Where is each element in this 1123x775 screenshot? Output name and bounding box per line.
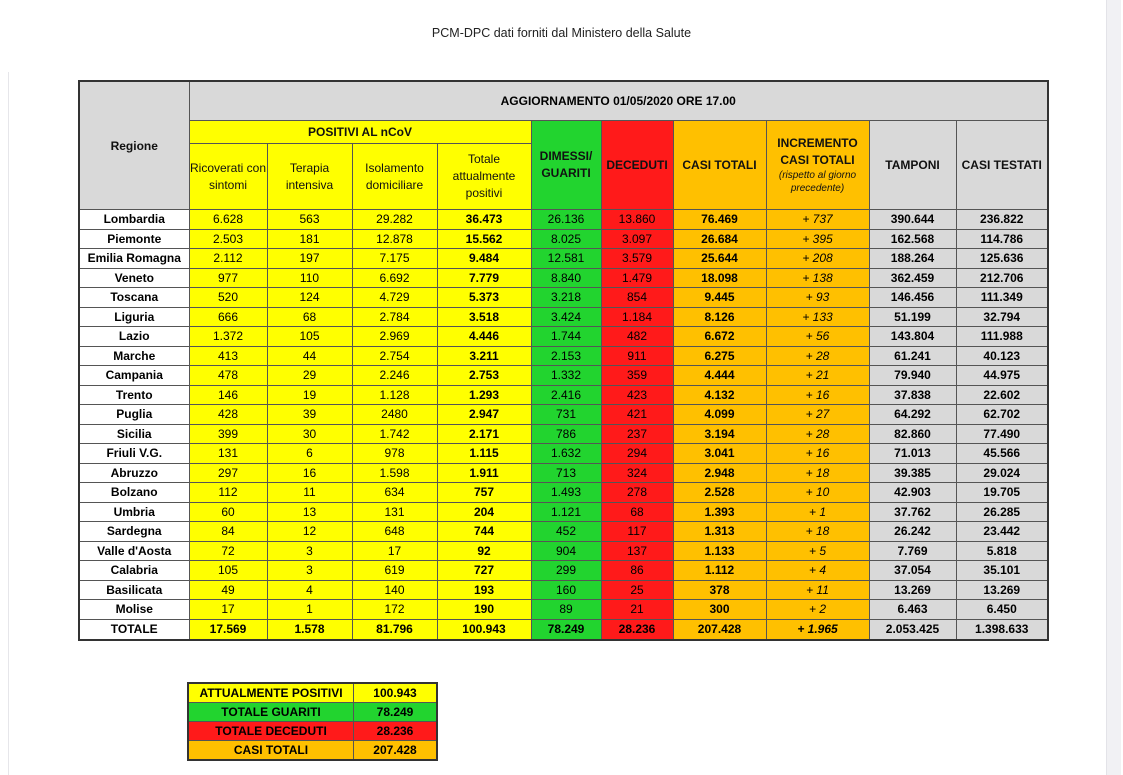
cell-terapia: 39 bbox=[267, 405, 352, 425]
cell-deceduti: 21 bbox=[601, 600, 673, 620]
cell-casi-totali: 9.445 bbox=[673, 288, 766, 308]
cell-ricoverati: 131 bbox=[189, 444, 267, 464]
summary-value: 28.236 bbox=[354, 722, 438, 741]
cell-isolamento: 172 bbox=[352, 600, 437, 620]
cell-tamponi: 82.860 bbox=[869, 424, 956, 444]
summary-label: ATTUALMENTE POSITIVI bbox=[188, 683, 354, 703]
cell-ricoverati: 84 bbox=[189, 522, 267, 542]
cell-deceduti: 359 bbox=[601, 366, 673, 386]
cell-dimessi: 3.218 bbox=[531, 288, 601, 308]
cell-deceduti: 482 bbox=[601, 327, 673, 347]
cell-regione: Bolzano bbox=[79, 483, 189, 503]
cell-regione: Calabria bbox=[79, 561, 189, 581]
cell-casi-testati: 5.818 bbox=[956, 541, 1048, 561]
cell-dimessi: 731 bbox=[531, 405, 601, 425]
cell-dimessi: 452 bbox=[531, 522, 601, 542]
cell-tamponi: 26.242 bbox=[869, 522, 956, 542]
cell-casi-testati: 23.442 bbox=[956, 522, 1048, 542]
cell-totale-positivi: 9.484 bbox=[437, 249, 531, 269]
cell-isolamento: 2.246 bbox=[352, 366, 437, 386]
cell-casi-totali: 6.672 bbox=[673, 327, 766, 347]
table-row bbox=[79, 483, 1048, 503]
cell-isolamento: 6.692 bbox=[352, 268, 437, 288]
cell-deceduti: 137 bbox=[601, 541, 673, 561]
cell-regione: Abruzzo bbox=[79, 463, 189, 483]
cell-totale-positivi: 15.562 bbox=[437, 229, 531, 249]
summary-value: 207.428 bbox=[354, 741, 438, 761]
cell-ricoverati: 520 bbox=[189, 288, 267, 308]
cell-terapia: 197 bbox=[267, 249, 352, 269]
cell-terapia: 12 bbox=[267, 522, 352, 542]
cell-isolamento: 2480 bbox=[352, 405, 437, 425]
cell-casi-totali: 2.528 bbox=[673, 483, 766, 503]
cell-totale-positivi: 190 bbox=[437, 600, 531, 620]
cell-dimessi: 786 bbox=[531, 424, 601, 444]
cell-totale-positivi: 727 bbox=[437, 561, 531, 581]
cell-deceduti: 278 bbox=[601, 483, 673, 503]
cell-ricoverati: 17 bbox=[189, 600, 267, 620]
cell-totale-positivi: 4.446 bbox=[437, 327, 531, 347]
header-casi-testati: CASI TESTATI bbox=[956, 121, 1048, 210]
header-ricoverati: Ricoverati con sintomi bbox=[189, 144, 267, 210]
cell-tamponi: 362.459 bbox=[869, 268, 956, 288]
cell-dimessi: 8.025 bbox=[531, 229, 601, 249]
cell-totale-positivi: 2.753 bbox=[437, 366, 531, 386]
cell-casi-testati: 29.024 bbox=[956, 463, 1048, 483]
table-row bbox=[79, 541, 1048, 561]
cell-deceduti: 421 bbox=[601, 405, 673, 425]
cell-tamponi: 188.264 bbox=[869, 249, 956, 269]
cell-ricoverati: 60 bbox=[189, 502, 267, 522]
cell-regione: Lombardia bbox=[79, 210, 189, 230]
cell-casi-totali: 25.644 bbox=[673, 249, 766, 269]
cell-casi-testati: 26.285 bbox=[956, 502, 1048, 522]
table-title: AGGIORNAMENTO 01/05/2020 ORE 17.00 bbox=[189, 81, 1048, 121]
header-incremento bbox=[766, 121, 869, 210]
cell-ricoverati: 478 bbox=[189, 366, 267, 386]
cell-deceduti: 911 bbox=[601, 346, 673, 366]
cell-regione: Friuli V.G. bbox=[79, 444, 189, 464]
header-deceduti: DECEDUTI bbox=[601, 121, 673, 210]
cell-casi-testati: 13.269 bbox=[956, 580, 1048, 600]
table-row bbox=[79, 600, 1048, 620]
total-terapia: 1.578 bbox=[267, 619, 352, 640]
table-row bbox=[79, 405, 1048, 425]
cell-regione: Sicilia bbox=[79, 424, 189, 444]
header-totale-positivi: Totale attualmente positivi bbox=[437, 144, 531, 210]
cell-dimessi: 1.744 bbox=[531, 327, 601, 347]
cell-ricoverati: 49 bbox=[189, 580, 267, 600]
cell-incremento: + 21 bbox=[766, 366, 869, 386]
cell-tamponi: 37.762 bbox=[869, 502, 956, 522]
summary-table bbox=[187, 682, 438, 761]
total-regione: TOTALE bbox=[79, 619, 189, 640]
cell-casi-totali: 1.393 bbox=[673, 502, 766, 522]
cell-deceduti: 1.479 bbox=[601, 268, 673, 288]
cell-isolamento: 29.282 bbox=[352, 210, 437, 230]
cell-casi-totali: 4.444 bbox=[673, 366, 766, 386]
cell-casi-testati: 44.975 bbox=[956, 366, 1048, 386]
cell-isolamento: 4.729 bbox=[352, 288, 437, 308]
header-casi-totali: CASI TOTALI bbox=[673, 121, 766, 210]
cell-deceduti: 237 bbox=[601, 424, 673, 444]
cell-incremento: + 18 bbox=[766, 463, 869, 483]
cell-isolamento: 12.878 bbox=[352, 229, 437, 249]
cell-tamponi: 61.241 bbox=[869, 346, 956, 366]
cell-casi-totali: 76.469 bbox=[673, 210, 766, 230]
table-body bbox=[79, 210, 1048, 640]
cell-dimessi: 160 bbox=[531, 580, 601, 600]
cell-isolamento: 1.598 bbox=[352, 463, 437, 483]
cell-deceduti: 423 bbox=[601, 385, 673, 405]
cell-totale-positivi: 3.518 bbox=[437, 307, 531, 327]
cell-tamponi: 39.385 bbox=[869, 463, 956, 483]
cell-deceduti: 3.579 bbox=[601, 249, 673, 269]
cell-ricoverati: 297 bbox=[189, 463, 267, 483]
covid-data-table bbox=[78, 80, 1049, 641]
cell-tamponi: 146.456 bbox=[869, 288, 956, 308]
table-row bbox=[79, 249, 1048, 269]
cell-deceduti: 25 bbox=[601, 580, 673, 600]
cell-deceduti: 854 bbox=[601, 288, 673, 308]
cell-incremento: + 28 bbox=[766, 346, 869, 366]
cell-dimessi: 2.153 bbox=[531, 346, 601, 366]
cell-terapia: 6 bbox=[267, 444, 352, 464]
cell-casi-totali: 1.133 bbox=[673, 541, 766, 561]
cell-casi-testati: 77.490 bbox=[956, 424, 1048, 444]
cell-tamponi: 13.269 bbox=[869, 580, 956, 600]
table-row bbox=[79, 424, 1048, 444]
cell-terapia: 110 bbox=[267, 268, 352, 288]
cell-isolamento: 619 bbox=[352, 561, 437, 581]
cell-incremento: + 16 bbox=[766, 385, 869, 405]
cell-regione: Molise bbox=[79, 600, 189, 620]
header-terapia: Terapia intensiva bbox=[267, 144, 352, 210]
cell-ricoverati: 105 bbox=[189, 561, 267, 581]
table-row bbox=[79, 327, 1048, 347]
cell-casi-testati: 125.636 bbox=[956, 249, 1048, 269]
cell-incremento: + 56 bbox=[766, 327, 869, 347]
cell-casi-totali: 8.126 bbox=[673, 307, 766, 327]
cell-isolamento: 648 bbox=[352, 522, 437, 542]
cell-totale-positivi: 1.911 bbox=[437, 463, 531, 483]
cell-casi-totali: 378 bbox=[673, 580, 766, 600]
cell-isolamento: 131 bbox=[352, 502, 437, 522]
table-row bbox=[79, 463, 1048, 483]
cell-incremento: + 4 bbox=[766, 561, 869, 581]
cell-terapia: 30 bbox=[267, 424, 352, 444]
cell-ricoverati: 977 bbox=[189, 268, 267, 288]
cell-totale-positivi: 3.211 bbox=[437, 346, 531, 366]
header-regione: Regione bbox=[79, 81, 189, 210]
cell-terapia: 105 bbox=[267, 327, 352, 347]
total-deceduti: 28.236 bbox=[601, 619, 673, 640]
cell-terapia: 1 bbox=[267, 600, 352, 620]
table-row bbox=[79, 229, 1048, 249]
cell-isolamento: 7.175 bbox=[352, 249, 437, 269]
header-incremento-note: (rispetto al giorno precedente) bbox=[778, 170, 857, 194]
table-row bbox=[79, 366, 1048, 386]
cell-isolamento: 2.969 bbox=[352, 327, 437, 347]
cell-regione: Puglia bbox=[79, 405, 189, 425]
cell-isolamento: 634 bbox=[352, 483, 437, 503]
cell-regione: Veneto bbox=[79, 268, 189, 288]
cell-deceduti: 294 bbox=[601, 444, 673, 464]
total-totale-positivi: 100.943 bbox=[437, 619, 531, 640]
summary-label: TOTALE GUARITI bbox=[188, 703, 354, 722]
cell-ricoverati: 666 bbox=[189, 307, 267, 327]
cell-incremento: + 395 bbox=[766, 229, 869, 249]
cell-casi-testati: 40.123 bbox=[956, 346, 1048, 366]
cell-dimessi: 8.840 bbox=[531, 268, 601, 288]
cell-ricoverati: 399 bbox=[189, 424, 267, 444]
cell-casi-testati: 111.988 bbox=[956, 327, 1048, 347]
cell-dimessi: 1.332 bbox=[531, 366, 601, 386]
summary-row bbox=[188, 703, 437, 722]
summary-row bbox=[188, 722, 437, 741]
cell-casi-testati: 35.101 bbox=[956, 561, 1048, 581]
cell-regione: Campania bbox=[79, 366, 189, 386]
cell-casi-totali: 1.112 bbox=[673, 561, 766, 581]
cell-incremento: + 133 bbox=[766, 307, 869, 327]
cell-terapia: 13 bbox=[267, 502, 352, 522]
cell-casi-totali: 300 bbox=[673, 600, 766, 620]
header-positivi-group: POSITIVI AL nCoV bbox=[189, 121, 531, 144]
cell-incremento: + 737 bbox=[766, 210, 869, 230]
table-row bbox=[79, 444, 1048, 464]
cell-regione: Basilicata bbox=[79, 580, 189, 600]
cell-tamponi: 42.903 bbox=[869, 483, 956, 503]
header-tamponi: TAMPONI bbox=[869, 121, 956, 210]
cell-deceduti: 86 bbox=[601, 561, 673, 581]
cell-deceduti: 68 bbox=[601, 502, 673, 522]
cell-deceduti: 117 bbox=[601, 522, 673, 542]
summary-label: CASI TOTALI bbox=[188, 741, 354, 761]
cell-totale-positivi: 5.373 bbox=[437, 288, 531, 308]
cell-casi-totali: 3.194 bbox=[673, 424, 766, 444]
table-row bbox=[79, 385, 1048, 405]
table-row bbox=[79, 522, 1048, 542]
cell-casi-totali: 18.098 bbox=[673, 268, 766, 288]
cell-isolamento: 17 bbox=[352, 541, 437, 561]
cell-totale-positivi: 2.171 bbox=[437, 424, 531, 444]
cell-incremento: + 27 bbox=[766, 405, 869, 425]
cell-dimessi: 3.424 bbox=[531, 307, 601, 327]
cell-regione: Toscana bbox=[79, 288, 189, 308]
cell-deceduti: 13.860 bbox=[601, 210, 673, 230]
cell-terapia: 11 bbox=[267, 483, 352, 503]
page-title: PCM-DPC dati forniti dal Ministero della Salute bbox=[431, 26, 692, 40]
total-row bbox=[79, 619, 1048, 640]
page-edge-right bbox=[1106, 0, 1121, 775]
page-edge-left bbox=[8, 72, 9, 775]
cell-incremento: + 28 bbox=[766, 424, 869, 444]
table-row bbox=[79, 561, 1048, 581]
cell-tamponi: 37.054 bbox=[869, 561, 956, 581]
cell-dimessi: 1.632 bbox=[531, 444, 601, 464]
table-row bbox=[79, 502, 1048, 522]
cell-regione: Valle d'Aosta bbox=[79, 541, 189, 561]
summary-value: 100.943 bbox=[354, 683, 438, 703]
cell-regione: Liguria bbox=[79, 307, 189, 327]
cell-totale-positivi: 2.947 bbox=[437, 405, 531, 425]
cell-ricoverati: 6.628 bbox=[189, 210, 267, 230]
cell-casi-totali: 2.948 bbox=[673, 463, 766, 483]
total-incremento: + 1.965 bbox=[766, 619, 869, 640]
cell-dimessi: 1.121 bbox=[531, 502, 601, 522]
cell-terapia: 19 bbox=[267, 385, 352, 405]
table-row bbox=[79, 346, 1048, 366]
cell-incremento: + 2 bbox=[766, 600, 869, 620]
cell-tamponi: 143.804 bbox=[869, 327, 956, 347]
total-casi-testati: 1.398.633 bbox=[956, 619, 1048, 640]
cell-regione: Umbria bbox=[79, 502, 189, 522]
cell-casi-totali: 26.684 bbox=[673, 229, 766, 249]
cell-totale-positivi: 204 bbox=[437, 502, 531, 522]
cell-totale-positivi: 757 bbox=[437, 483, 531, 503]
cell-terapia: 4 bbox=[267, 580, 352, 600]
summary-label: TOTALE DECEDUTI bbox=[188, 722, 354, 741]
cell-casi-totali: 4.132 bbox=[673, 385, 766, 405]
cell-regione: Trento bbox=[79, 385, 189, 405]
cell-casi-testati: 111.349 bbox=[956, 288, 1048, 308]
cell-terapia: 44 bbox=[267, 346, 352, 366]
cell-ricoverati: 146 bbox=[189, 385, 267, 405]
cell-incremento: + 138 bbox=[766, 268, 869, 288]
cell-ricoverati: 428 bbox=[189, 405, 267, 425]
cell-terapia: 3 bbox=[267, 541, 352, 561]
cell-dimessi: 12.581 bbox=[531, 249, 601, 269]
cell-deceduti: 1.184 bbox=[601, 307, 673, 327]
cell-totale-positivi: 193 bbox=[437, 580, 531, 600]
cell-terapia: 68 bbox=[267, 307, 352, 327]
header-incremento-label: INCREMENTO CASI TOTALI bbox=[777, 136, 858, 167]
cell-incremento: + 10 bbox=[766, 483, 869, 503]
cell-ricoverati: 2.503 bbox=[189, 229, 267, 249]
table-row bbox=[79, 210, 1048, 230]
cell-casi-testati: 19.705 bbox=[956, 483, 1048, 503]
cell-deceduti: 3.097 bbox=[601, 229, 673, 249]
cell-casi-totali: 3.041 bbox=[673, 444, 766, 464]
cell-ricoverati: 413 bbox=[189, 346, 267, 366]
cell-incremento: + 16 bbox=[766, 444, 869, 464]
cell-incremento: + 5 bbox=[766, 541, 869, 561]
cell-totale-positivi: 7.779 bbox=[437, 268, 531, 288]
cell-ricoverati: 112 bbox=[189, 483, 267, 503]
cell-terapia: 29 bbox=[267, 366, 352, 386]
cell-tamponi: 51.199 bbox=[869, 307, 956, 327]
cell-casi-testati: 22.602 bbox=[956, 385, 1048, 405]
cell-tamponi: 162.568 bbox=[869, 229, 956, 249]
cell-regione: Sardegna bbox=[79, 522, 189, 542]
cell-dimessi: 904 bbox=[531, 541, 601, 561]
cell-ricoverati: 72 bbox=[189, 541, 267, 561]
cell-casi-totali: 1.313 bbox=[673, 522, 766, 542]
cell-casi-totali: 4.099 bbox=[673, 405, 766, 425]
cell-dimessi: 1.493 bbox=[531, 483, 601, 503]
total-dimessi: 78.249 bbox=[531, 619, 601, 640]
cell-incremento: + 208 bbox=[766, 249, 869, 269]
cell-isolamento: 1.128 bbox=[352, 385, 437, 405]
cell-tamponi: 6.463 bbox=[869, 600, 956, 620]
cell-regione: Lazio bbox=[79, 327, 189, 347]
cell-casi-testati: 45.566 bbox=[956, 444, 1048, 464]
cell-dimessi: 713 bbox=[531, 463, 601, 483]
cell-tamponi: 64.292 bbox=[869, 405, 956, 425]
total-tamponi: 2.053.425 bbox=[869, 619, 956, 640]
table-row bbox=[79, 580, 1048, 600]
cell-casi-testati: 62.702 bbox=[956, 405, 1048, 425]
summary-row bbox=[188, 683, 437, 703]
cell-dimessi: 2.416 bbox=[531, 385, 601, 405]
cell-terapia: 563 bbox=[267, 210, 352, 230]
total-isolamento: 81.796 bbox=[352, 619, 437, 640]
cell-incremento: + 11 bbox=[766, 580, 869, 600]
cell-casi-testati: 114.786 bbox=[956, 229, 1048, 249]
cell-casi-testati: 6.450 bbox=[956, 600, 1048, 620]
cell-regione: Emilia Romagna bbox=[79, 249, 189, 269]
cell-tamponi: 71.013 bbox=[869, 444, 956, 464]
cell-isolamento: 2.784 bbox=[352, 307, 437, 327]
cell-terapia: 16 bbox=[267, 463, 352, 483]
total-ricoverati: 17.569 bbox=[189, 619, 267, 640]
cell-incremento: + 1 bbox=[766, 502, 869, 522]
cell-ricoverati: 2.112 bbox=[189, 249, 267, 269]
cell-isolamento: 140 bbox=[352, 580, 437, 600]
table-row bbox=[79, 268, 1048, 288]
cell-casi-testati: 236.822 bbox=[956, 210, 1048, 230]
cell-casi-testati: 212.706 bbox=[956, 268, 1048, 288]
cell-incremento: + 93 bbox=[766, 288, 869, 308]
cell-tamponi: 37.838 bbox=[869, 385, 956, 405]
cell-dimessi: 299 bbox=[531, 561, 601, 581]
cell-totale-positivi: 1.293 bbox=[437, 385, 531, 405]
cell-isolamento: 978 bbox=[352, 444, 437, 464]
cell-tamponi: 390.644 bbox=[869, 210, 956, 230]
cell-dimessi: 89 bbox=[531, 600, 601, 620]
cell-ricoverati: 1.372 bbox=[189, 327, 267, 347]
cell-tamponi: 79.940 bbox=[869, 366, 956, 386]
cell-casi-testati: 32.794 bbox=[956, 307, 1048, 327]
cell-totale-positivi: 744 bbox=[437, 522, 531, 542]
cell-terapia: 181 bbox=[267, 229, 352, 249]
table-row bbox=[79, 307, 1048, 327]
summary-value: 78.249 bbox=[354, 703, 438, 722]
table-row bbox=[79, 288, 1048, 308]
cell-totale-positivi: 92 bbox=[437, 541, 531, 561]
cell-totale-positivi: 36.473 bbox=[437, 210, 531, 230]
cell-regione: Piemonte bbox=[79, 229, 189, 249]
total-casi-totali: 207.428 bbox=[673, 619, 766, 640]
cell-terapia: 3 bbox=[267, 561, 352, 581]
cell-casi-totali: 6.275 bbox=[673, 346, 766, 366]
cell-isolamento: 1.742 bbox=[352, 424, 437, 444]
cell-terapia: 124 bbox=[267, 288, 352, 308]
cell-totale-positivi: 1.115 bbox=[437, 444, 531, 464]
cell-deceduti: 324 bbox=[601, 463, 673, 483]
cell-isolamento: 2.754 bbox=[352, 346, 437, 366]
cell-incremento: + 18 bbox=[766, 522, 869, 542]
cell-regione: Marche bbox=[79, 346, 189, 366]
summary-row bbox=[188, 741, 437, 761]
header-dimessi: DIMESSI/ GUARITI bbox=[531, 121, 601, 210]
cell-tamponi: 7.769 bbox=[869, 541, 956, 561]
cell-dimessi: 26.136 bbox=[531, 210, 601, 230]
header-isolamento: Isolamento domiciliare bbox=[352, 144, 437, 210]
